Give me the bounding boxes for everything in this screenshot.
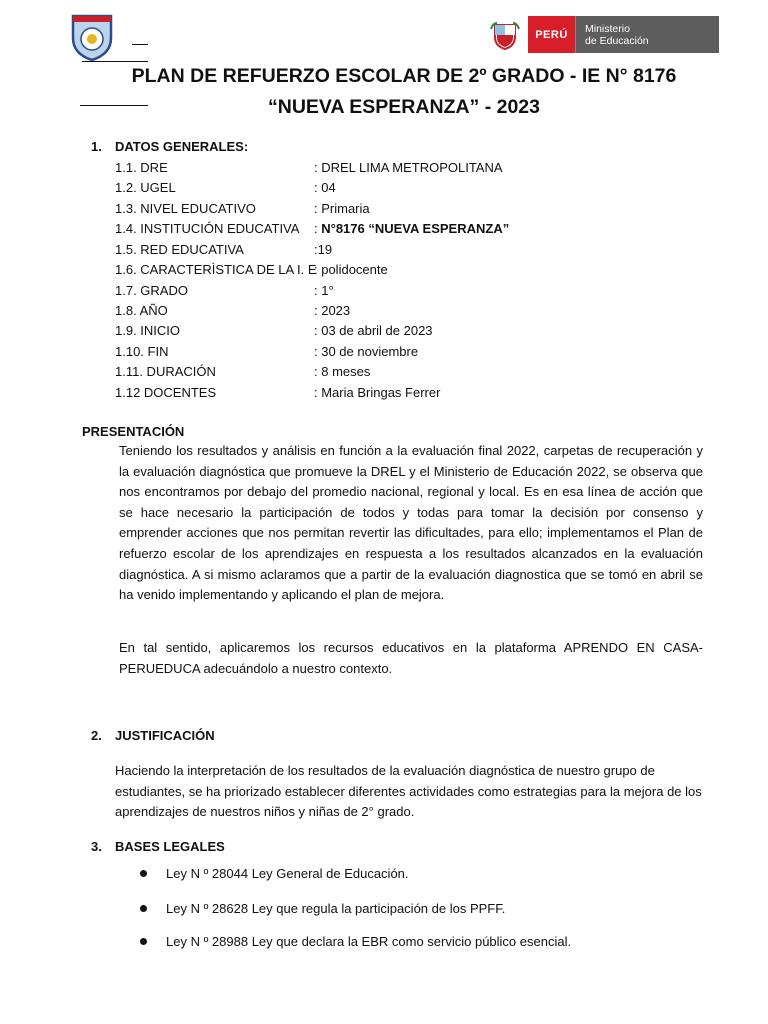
datos-row xyxy=(115,364,370,379)
datos-value: : DREL LIMA METROPOLITANA xyxy=(314,160,503,175)
datos-value: : 04 xyxy=(314,180,336,195)
datos-key: 1.2. UGEL xyxy=(115,180,176,195)
datos-value: : 2023 xyxy=(314,303,351,318)
section-bases-heading xyxy=(91,839,225,854)
section-title: JUSTIFICACIÓN xyxy=(115,728,215,743)
presentacion-paragraph-1: Teniendo los resultados y análisis en función a la evaluación final 2022, carpetas de recuperación y la evaluación diagnóstica que promueve la DREL y el Ministerio de Educación 2022, se observa que nos encontramos por debajo del promedio nacional, regional y local. Es en esa línea de acción que se hace necesario la participación de todos y todas para tomar la decisión por consenso y emprender acciones que nos permitan revertir las dificultades, para ello; implementamos el Plan de refuerzo escolar de los aprendizajes en respuesta a los resultados alcanzados en la evaluación diagnóstica. A si mismo aclaramos que a partir de la evaluación diagnostica que se tomó en abril se ha venido implementando y aplicando el plan de mejora. xyxy=(119,443,703,603)
presentacion-paragraph-2: En tal sentido, aplicaremos los recursos educativos en la plataforma APRENDO EN CASA-PERUEDUCA adecuándolo a nuestro contexto. xyxy=(119,640,703,676)
datos-row xyxy=(115,160,503,175)
datos-value: : Primaria xyxy=(314,201,370,216)
list-item xyxy=(140,934,571,949)
gov-logo xyxy=(482,16,719,53)
datos-value: : 03 de abril de 2023 xyxy=(314,323,433,338)
datos-row xyxy=(115,242,332,257)
datos-row xyxy=(115,262,388,277)
list-item xyxy=(140,901,505,916)
datos-value: : Maria Bringas Ferrer xyxy=(314,385,441,400)
datos-key: 1.3. NIVEL EDUCATIVO xyxy=(115,201,256,216)
datos-value-bold: N°8176 “NUEVA ESPERANZA” xyxy=(321,221,510,236)
datos-row xyxy=(115,303,350,318)
document-title-line2: “NUEVA ESPERANZA” - 2023 xyxy=(268,96,540,118)
section-title: BASES LEGALES xyxy=(115,839,225,854)
datos-value xyxy=(314,221,509,236)
bullet-icon xyxy=(140,905,147,912)
datos-value: :19 xyxy=(314,242,333,257)
datos-row xyxy=(115,180,336,195)
document-title-line1: PLAN DE REFUERZO ESCOLAR DE 2º GRADO - IE N° 8176 xyxy=(131,65,677,87)
datos-key: 1.8. AÑO xyxy=(115,303,168,318)
gov-ministry-line1: Ministerio xyxy=(585,23,630,35)
datos-value: : 30 de noviembre xyxy=(314,344,419,359)
datos-key: 1.11. DURACIÓN xyxy=(115,364,216,379)
datos-value: : 8 meses xyxy=(314,364,371,379)
list-item-text: Ley N º 28044 Ley General de Educación. xyxy=(166,866,409,881)
list-item-text: Ley N º 28628 Ley que regula la participación de los PPFF. xyxy=(166,901,506,916)
datos-key: 1.1. DRE xyxy=(115,160,168,175)
datos-key: 1.9. INICIO xyxy=(115,323,181,338)
datos-row xyxy=(115,323,433,338)
datos-value: : polidocente xyxy=(314,262,388,277)
datos-key: 1.6. CARACTERÌSTICA DE LA I. E xyxy=(115,262,317,277)
bullet-icon xyxy=(140,938,147,945)
section-datos-heading xyxy=(91,139,248,154)
section-title: DATOS GENERALES: xyxy=(115,139,249,154)
section-number: 2. xyxy=(91,728,102,743)
datos-key: 1.4. INSTITUCIÓN EDUCATIVA xyxy=(115,221,300,236)
header-dash xyxy=(132,44,148,45)
datos-row xyxy=(115,221,509,236)
datos-row xyxy=(115,201,370,216)
bullet-icon xyxy=(140,870,147,877)
datos-row xyxy=(115,385,440,400)
section-number: 1. xyxy=(91,139,102,154)
datos-value: : 1° xyxy=(314,283,334,298)
list-item xyxy=(140,866,409,881)
datos-key: 1.12 DOCENTES xyxy=(115,385,217,400)
gov-brand: PERÚ xyxy=(528,16,575,53)
header-rule-1 xyxy=(82,61,148,62)
datos-key: 1.7. GRADO xyxy=(115,283,188,298)
datos-key: 1.5. RED EDUCATIVA xyxy=(115,242,244,257)
datos-value-prefix: : xyxy=(314,221,322,236)
section-presentacion-heading: PRESENTACIÓN xyxy=(82,424,185,439)
datos-row xyxy=(115,283,334,298)
datos-row xyxy=(115,344,418,359)
gov-ministry-line2: de Educación xyxy=(585,35,649,47)
section-justificacion-heading xyxy=(91,728,215,743)
datos-key: 1.10. FIN xyxy=(115,344,169,359)
gov-ministry xyxy=(575,16,719,53)
justificacion-paragraph: Haciendo la interpretación de los resultados de la evaluación diagnóstica de nuestro grupo de estudiantes, se ha priorizado establecer diferentes actividades como estrategias para la mejora de los aprendizajes de nuestros niños y niñas de 2° grado. xyxy=(115,763,702,820)
school-logo xyxy=(70,12,114,62)
section-number: 3. xyxy=(91,839,102,854)
list-item-text: Ley N º 28988 Ley que declara la EBR como servicio público esencial. xyxy=(166,934,572,949)
peru-shield-icon xyxy=(482,16,528,53)
